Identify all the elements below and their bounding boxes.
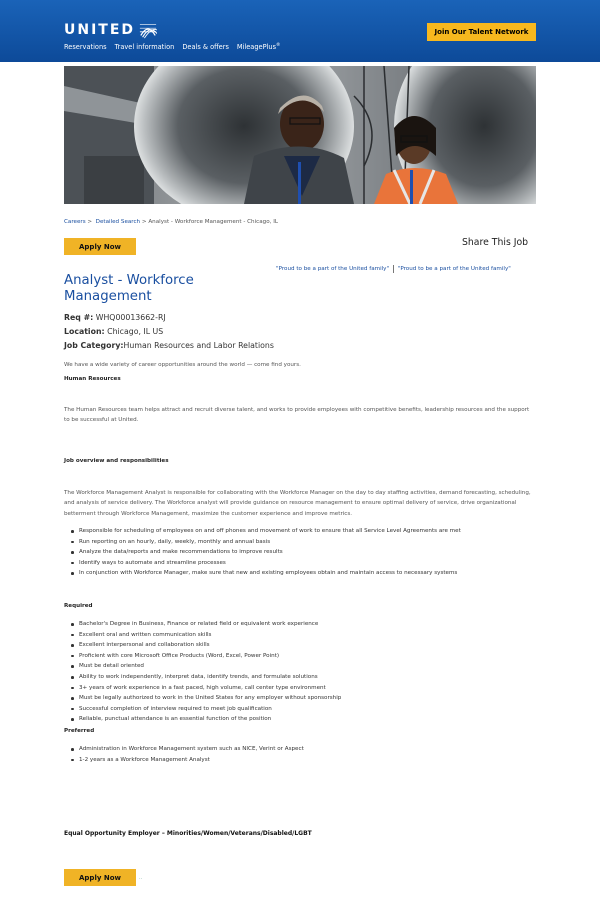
dept-text: The Human Resources team helps attract and recruit diverse talent, and works to provide employees with competitive benefits, leadership resources and the support to be successful at United. bbox=[64, 407, 530, 424]
overview-text: The Workforce Management Analyst is responsible for collaborating with the Workforce Manager on the day to day staffing activities, demand forecasting, scheduling, and analysis of service delivery. The Workforce analyst will provide guidance on resource management to ensure optimal delivery of service, drive organizational betterment through Workforce Management, maximize the customer experience and improve metrics. bbox=[64, 490, 531, 517]
list-item: Analyze the data/reports and make recommendations to improve results bbox=[79, 547, 539, 558]
job-title: Analyst - Workforce Management bbox=[64, 273, 194, 304]
list-item: Identify ways to automate and streamline processes bbox=[79, 558, 539, 569]
list-item: Ability to work independently, interpret data, identify trends, and formulate solutions bbox=[79, 672, 539, 683]
nav-mileageplus[interactable] bbox=[237, 43, 281, 51]
dept-heading: Human Resources bbox=[64, 376, 121, 382]
location bbox=[64, 327, 163, 336]
globe-icon bbox=[139, 21, 157, 39]
intro-text: We have a wide variety of career opportunities around the world — come find yours. bbox=[64, 362, 301, 368]
required-list bbox=[79, 619, 539, 725]
breadcrumb bbox=[64, 219, 278, 225]
nav-mileageplus-label: MileagePlus bbox=[236, 43, 277, 52]
category-label: Job Category: bbox=[64, 341, 124, 350]
apply-now-button-bottom[interactable]: Apply Now bbox=[64, 869, 136, 886]
list-item: Must be legally authorized to work in the United States for any employer without sponsorship bbox=[79, 693, 539, 704]
hero-image bbox=[64, 66, 536, 204]
list-item: Responsible for scheduling of employees on and off phones and movement of work to ensure that all Service Level Agreements are met bbox=[79, 526, 539, 537]
nav-reservations[interactable]: Reservations bbox=[64, 43, 107, 51]
overview-heading: Job overview and responsibilities bbox=[64, 458, 169, 464]
preferred-heading: Preferred bbox=[64, 728, 95, 734]
req-value: WHQ00013662-RJ bbox=[95, 313, 166, 322]
list-item: In conjunction with Workforce Manager, make sure that new and existing employees obtain and maintain access to necessary systems bbox=[79, 568, 539, 579]
list-item: Must be detail oriented bbox=[79, 661, 539, 672]
req-label: Req #: bbox=[64, 313, 94, 322]
site-header bbox=[0, 0, 600, 62]
small-mark: .. bbox=[139, 875, 143, 881]
breadcrumb-current: Analyst - Workforce Management - Chicago, IL bbox=[148, 219, 278, 225]
registered-mark: ® bbox=[276, 43, 281, 48]
united-logo[interactable] bbox=[64, 21, 157, 39]
breadcrumb-detailed-search[interactable]: Detailed Search bbox=[95, 219, 141, 225]
breadcrumb-careers[interactable]: Careers bbox=[64, 219, 86, 225]
job-category bbox=[64, 341, 274, 350]
list-item: Bachelor's Degree in Business, Finance or related field or equivalent work experience bbox=[79, 619, 539, 630]
logo-text: UNITED bbox=[64, 22, 136, 38]
nav-deals-offers[interactable]: Deals & offers bbox=[182, 43, 229, 51]
list-item: Excellent interpersonal and collaboration skills bbox=[79, 640, 539, 651]
list-item: Run reporting on an hourly, daily, weekly, monthly and annual basis bbox=[79, 537, 539, 548]
nav-travel-information[interactable]: Travel information bbox=[114, 43, 175, 51]
required-heading: Required bbox=[64, 603, 93, 609]
proud-link-2[interactable]: "Proud to be a part of the United family" bbox=[397, 265, 511, 272]
category-value: Human Resources and Labor Relations bbox=[123, 341, 274, 350]
list-item: 3+ years of work experience in a fast paced, high volume, call center type environment bbox=[79, 683, 539, 694]
main-nav bbox=[64, 43, 281, 51]
breadcrumb-separator: > bbox=[141, 219, 147, 225]
location-label: Location: bbox=[64, 327, 105, 336]
share-this-job[interactable]: Share This Job bbox=[462, 237, 529, 248]
preferred-list bbox=[79, 744, 539, 765]
divider: | bbox=[392, 264, 395, 273]
responsibilities-list bbox=[79, 526, 539, 579]
list-item: Reliable, punctual attendance is an essential function of the position bbox=[79, 714, 539, 725]
proud-links bbox=[276, 264, 511, 273]
join-talent-network-button[interactable]: Join Our Talent Network bbox=[427, 23, 536, 41]
list-item: Administration in Workforce Management system such as NICE, Verint or Aspect bbox=[79, 744, 539, 755]
list-item: Proficient with core Microsoft Office Products (Word, Excel, Power Point) bbox=[79, 651, 539, 662]
apply-now-button[interactable]: Apply Now bbox=[64, 238, 136, 255]
proud-link-1[interactable]: "Proud to be a part of the United family" bbox=[276, 265, 390, 272]
req-number bbox=[64, 313, 166, 322]
location-value: Chicago, IL US bbox=[107, 327, 164, 336]
list-item: Excellent oral and written communication skills bbox=[79, 630, 539, 641]
breadcrumb-separator: > bbox=[87, 219, 93, 225]
list-item: Successful completion of interview required to meet job qualification bbox=[79, 704, 539, 715]
equal-opportunity-statement: Equal Opportunity Employer – Minorities/Women/Veterans/Disabled/LGBT bbox=[64, 830, 312, 837]
list-item: 1-2 years as a Workforce Management Analyst bbox=[79, 755, 539, 766]
